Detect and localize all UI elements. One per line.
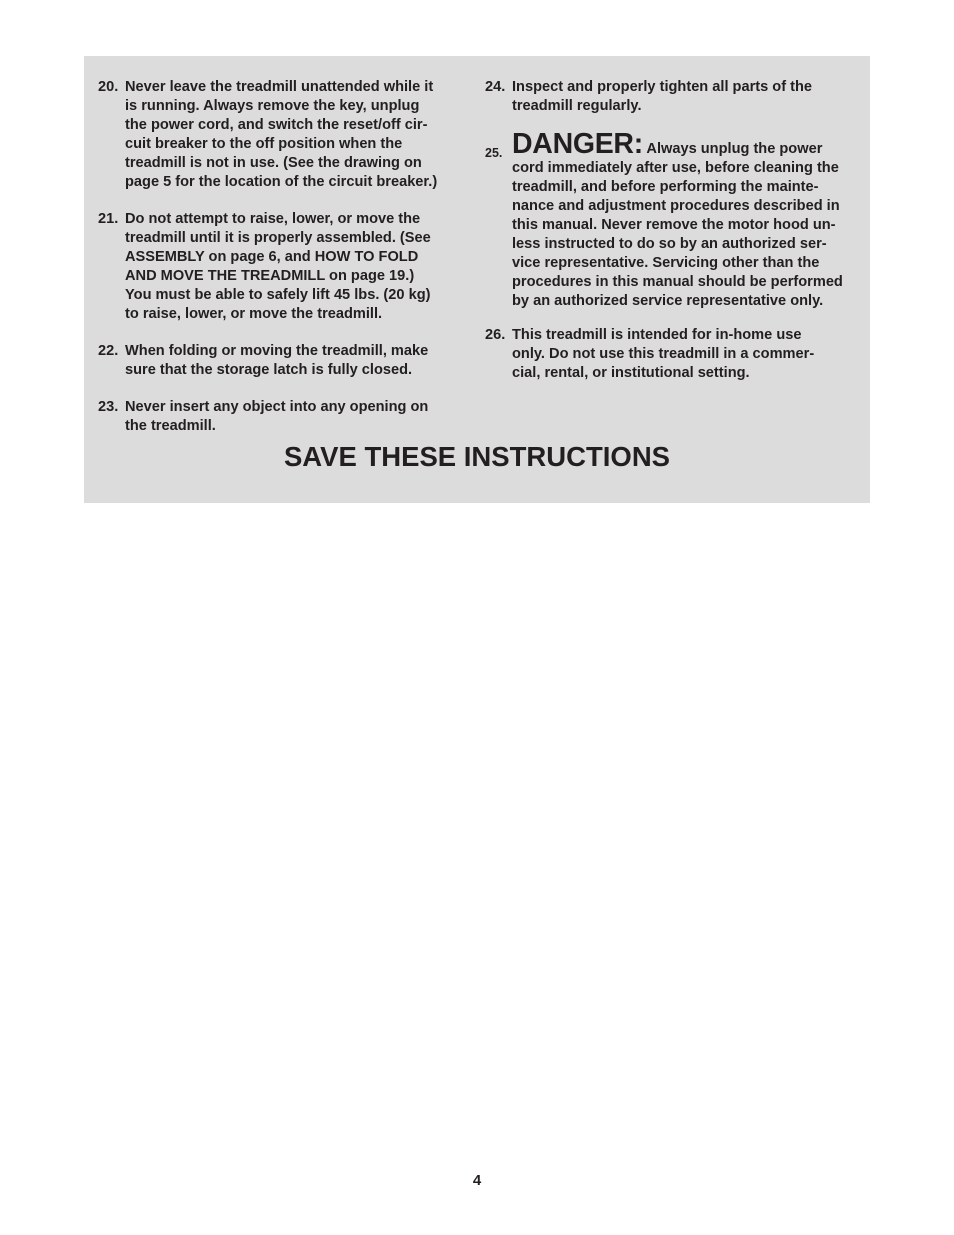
safety-instructions-panel (84, 56, 870, 503)
item-text-line: page 5 for the location of the circuit breaker.) (125, 174, 438, 190)
item-text-line: this manual. Never remove the motor hood un- (512, 217, 836, 233)
item-text-line: You must be able to safely lift 45 lbs. (20 kg) (125, 287, 431, 303)
item-text-line: by an authorized service representative only. (512, 293, 824, 309)
item-text-line: procedures in this manual should be performed (512, 274, 843, 290)
item-text-line: cord immediately after use, before cleaning the (512, 160, 839, 176)
item-text-line: treadmill is not in use. (See the drawing on (125, 155, 422, 171)
item-number: 20. (98, 79, 119, 95)
instruction-item-22 (98, 342, 468, 380)
instruction-item-26 (485, 326, 855, 383)
item-text-line: Always unplug the power (646, 141, 823, 157)
left-column (98, 78, 468, 436)
right-column (485, 78, 855, 383)
item-text-line: only. Do not use this treadmill in a commer- (512, 346, 815, 362)
instruction-item-24 (485, 78, 855, 116)
item-number: 22. (98, 343, 119, 359)
item-text-line: Do not attempt to raise, lower, or move the (125, 211, 421, 227)
item-text-line: AND MOVE THE TREADMILL on page 19.) (125, 268, 415, 284)
item-text-line: When folding or moving the treadmill, make (125, 343, 429, 359)
item-text-line: cuit breaker to the off position when the (125, 136, 403, 152)
save-instructions-heading: SAVE THESE INSTRUCTIONS (283, 441, 671, 472)
danger-first-line (512, 130, 855, 159)
item-number: 24. (485, 79, 506, 95)
danger-heading: DANGER: (512, 128, 643, 160)
item-text-line: This treadmill is intended for in-home use (512, 327, 802, 343)
item-text-line: the power cord, and switch the reset/off cir- (125, 117, 428, 133)
item-text-line: ASSEMBLY on page 6, and HOW TO FOLD (125, 249, 419, 265)
item-text-line: sure that the storage latch is fully closed. (125, 362, 413, 378)
item-number: 25. (485, 146, 503, 160)
item-number: 26. (485, 327, 506, 343)
item-text-line: Never leave the treadmill unattended while it (125, 79, 434, 95)
item-text-line: vice representative. Servicing other than the (512, 255, 820, 271)
item-text-line: less instructed to do so by an authorized ser- (512, 236, 827, 252)
item-text-line: Inspect and properly tighten all parts of the (512, 79, 813, 95)
instruction-item-23 (98, 398, 468, 436)
instruction-item-20 (98, 78, 468, 192)
item-text-line: the treadmill. (125, 418, 216, 434)
item-text-line: is running. Always remove the key, unplug (125, 98, 420, 114)
item-text-line: treadmill, and before performing the mainte- (512, 179, 819, 195)
instruction-item-25 (485, 130, 855, 311)
item-text-line: nance and adjustment procedures described in (512, 198, 840, 214)
item-text-line: treadmill until it is properly assembled. (See (125, 230, 431, 246)
item-text-line: cial, rental, or institutional setting. (512, 365, 750, 381)
item-text-line: to raise, lower, or move the treadmill. (125, 306, 383, 322)
item-number: 23. (98, 399, 119, 415)
item-text-line: treadmill regularly. (512, 98, 642, 114)
instruction-item-21 (98, 210, 468, 324)
page-number: 4 (472, 1172, 482, 1189)
item-text-line: Never insert any object into any opening on (125, 399, 429, 415)
item-number: 21. (98, 211, 119, 227)
